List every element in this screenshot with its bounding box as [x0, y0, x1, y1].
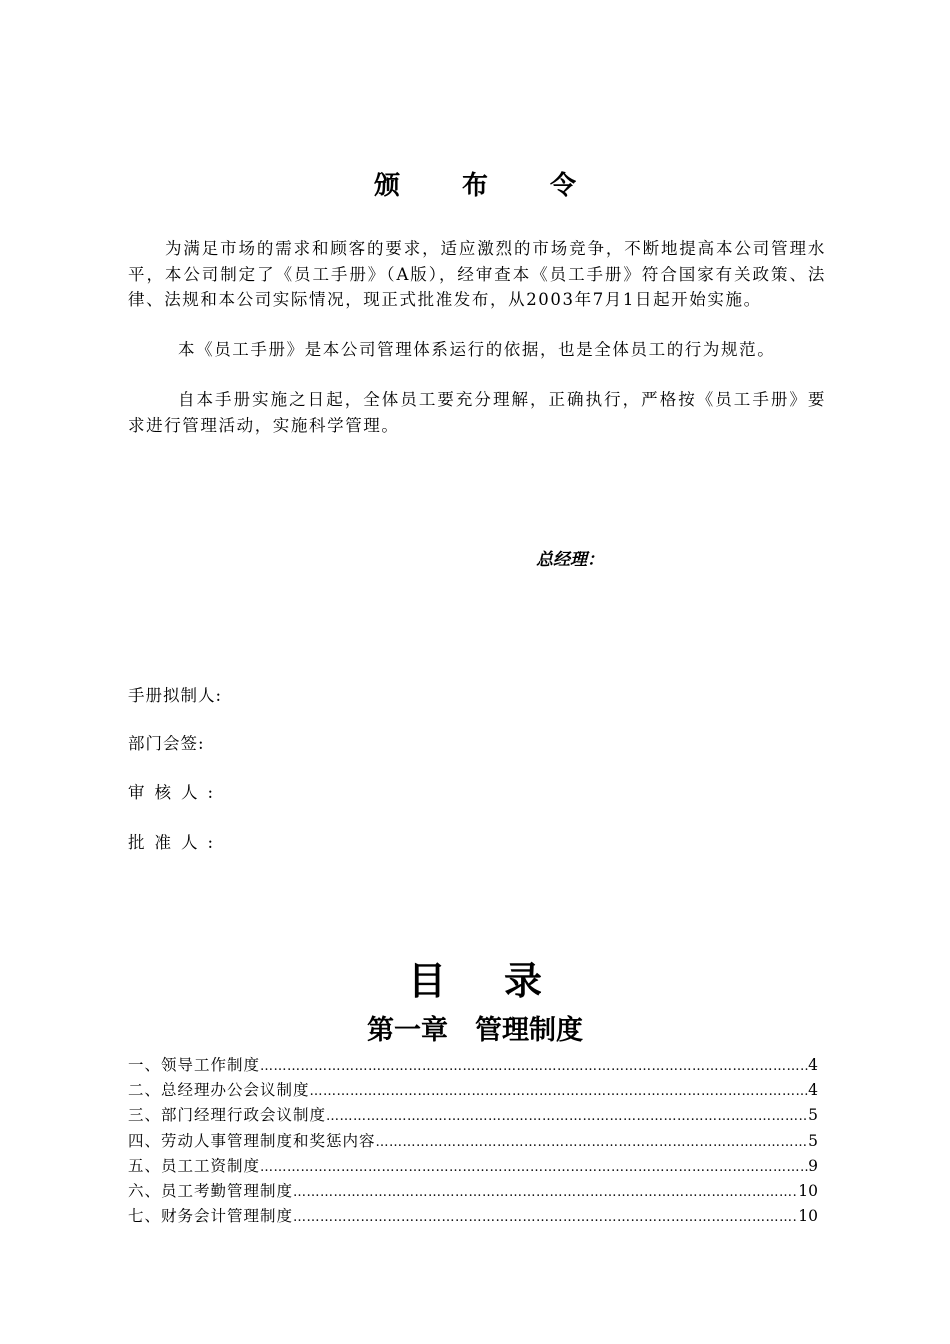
- decree-title: 颁布令: [373, 171, 638, 201]
- toc-item-page: 4: [808, 1081, 818, 1100]
- toc-item-label: 七、财务会计管理制度: [128, 1207, 294, 1226]
- toc-item-page: 5: [808, 1106, 818, 1125]
- toc-leader-dots: [260, 1155, 808, 1180]
- decree-paragraph-2: 本《员工手册》是本公司管理体系运行的依据，也是全体员工的行为规范。: [178, 340, 776, 359]
- decree-paragraph-1: 为满足市场的需求和顾客的要求，适应激烈的市场竞争，不断地提高本公司管理水平，本公司制定了《员工手册》（A版），经审查本《员工手册》符合国家有关政策、法律、法规和本公司实际情况，现正式批准发布，从2003年7月1日起开始实施。: [128, 239, 826, 309]
- toc-leader-dots: [260, 1054, 808, 1079]
- toc-item-page: 10: [798, 1207, 818, 1226]
- toc-item-label: 三、部门经理行政会议制度: [128, 1106, 327, 1125]
- toc-leader-dots: [293, 1180, 798, 1205]
- drafter-label: 手册拟制人:: [128, 686, 223, 705]
- toc-leader-dots: [293, 1205, 798, 1230]
- toc-leader-dots: [310, 1079, 809, 1104]
- toc-item-page: 9: [808, 1156, 818, 1175]
- toc-item[interactable]: [128, 1204, 818, 1229]
- toc-item-page: 5: [808, 1131, 818, 1150]
- toc-list: [128, 1053, 818, 1229]
- toc-item-label: 一、领导工作制度: [128, 1056, 261, 1074]
- toc-item-page: 10: [798, 1181, 818, 1200]
- toc-leader-dots: [376, 1130, 809, 1155]
- toc-item-label: 五、员工工资制度: [128, 1156, 261, 1175]
- toc-item[interactable]: [128, 1053, 818, 1078]
- approver-label: 批准人:: [128, 833, 224, 852]
- general-manager-label: 总经理：: [536, 550, 604, 570]
- reviewer-label: 审核人:: [128, 783, 224, 802]
- toc-item-label: 二、总经理办公会议制度: [128, 1081, 310, 1100]
- chapter-title: 第一章 管理制度: [367, 1015, 583, 1046]
- toc-item[interactable]: [128, 1129, 818, 1154]
- decree-paragraph-3: 自本手册实施之日起，全体员工要充分理解，正确执行，严格按《员工手册》要求进行管理活动，实施科学管理。: [128, 390, 826, 435]
- toc-item-page: 4: [808, 1056, 818, 1074]
- toc-item[interactable]: [128, 1154, 818, 1179]
- toc-title: 目录: [407, 959, 600, 1003]
- toc-item[interactable]: [128, 1078, 818, 1103]
- toc-item-label: 六、员工考勤管理制度: [128, 1181, 294, 1200]
- toc-item[interactable]: [128, 1103, 818, 1128]
- toc-item-label: 四、劳动人事管理制度和奖惩内容: [128, 1131, 376, 1150]
- department-countersign-label: 部门会签:: [128, 734, 205, 753]
- toc-leader-dots: [326, 1104, 808, 1129]
- toc-item[interactable]: [128, 1179, 818, 1204]
